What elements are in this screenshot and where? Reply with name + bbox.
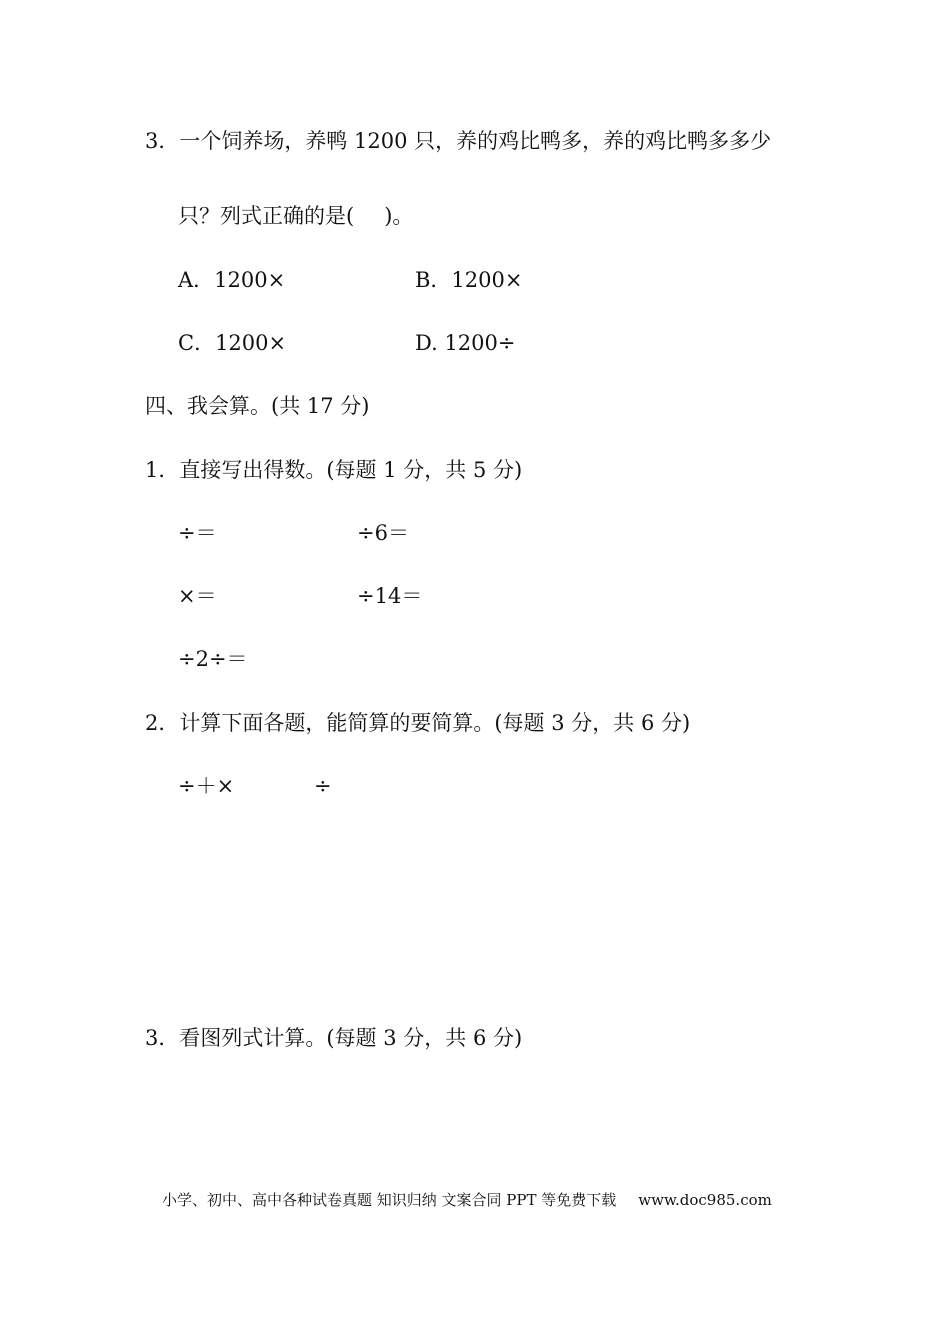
- part-1-title: 1．直接写出得数。(每题 1 分，共 5 分): [145, 458, 523, 482]
- footer-text: 小学、初中、高中各种试卷真题 知识归纳 文案合同 PPT 等免费下载: [162, 1191, 617, 1209]
- q3-option-c: C．1200×: [178, 331, 287, 355]
- q3-line-2: [178, 202, 413, 230]
- page-footer: [162, 1190, 772, 1210]
- calc-item: ÷14＝: [357, 584, 423, 608]
- calc-item: ×＝: [178, 584, 217, 608]
- calc-item: ÷＝: [178, 521, 217, 545]
- q3-option-b: B．1200×: [415, 268, 523, 292]
- q3-option-a: A．1200×: [178, 268, 286, 292]
- q3-line-2-after: )。: [384, 204, 414, 228]
- calc-item: ÷2÷＝: [178, 647, 248, 671]
- section-4-title: 四、我会算。(共 17 分): [145, 394, 370, 418]
- calc-item: ÷6＝: [357, 521, 409, 545]
- simplify-item: ÷: [314, 774, 332, 798]
- part-2-title: 2．计算下面各题，能简算的要简算。(每题 3 分，共 6 分): [145, 711, 691, 735]
- part-3-title: 3．看图列式计算。(每题 3 分，共 6 分): [145, 1026, 523, 1050]
- q3-line-1: 3．一个饲养场，养鸭 1200 只，养的鸡比鸭多，养的鸡比鸭多多少: [145, 129, 772, 153]
- footer-url: www.doc985.com: [638, 1191, 772, 1209]
- q3-option-d: D. 1200÷: [415, 331, 516, 355]
- simplify-item: ÷＋×: [178, 774, 235, 798]
- q3-line-2-before: 只？列式正确的是(: [178, 204, 355, 228]
